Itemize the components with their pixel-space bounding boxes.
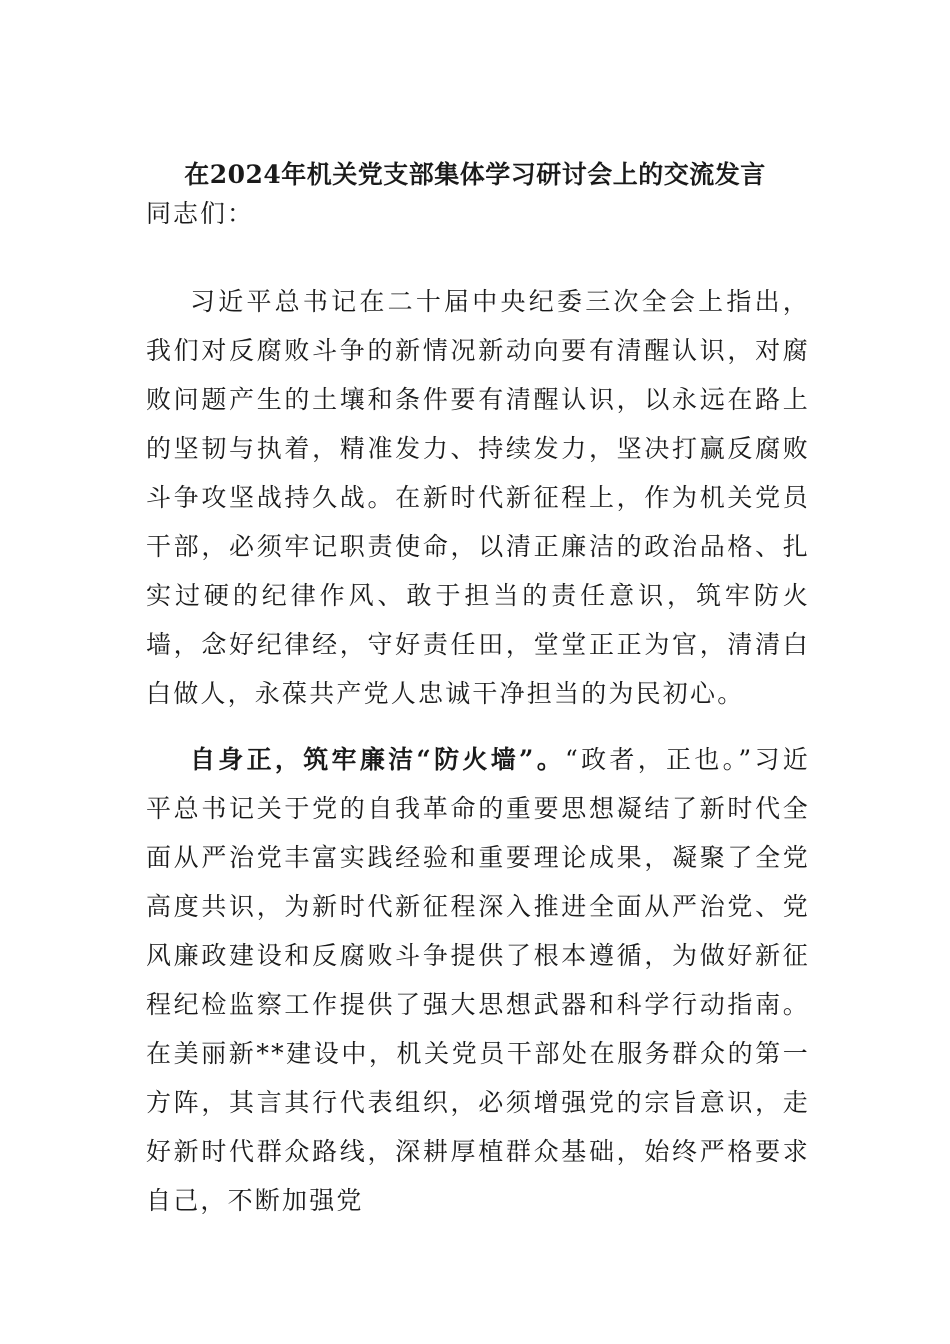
salutation: 同志们： bbox=[146, 199, 255, 228]
paragraph-1 bbox=[146, 277, 810, 718]
paragraph-1-text: 习近平总书记在二十届中央纪委三次全会上指出，我们对反腐败斗争的新情况新动向要有清醒认识，对腐败问题产生的土壤和条件要有清醒认识，以永远在路上的坚韧与执着，精准发力、持续发力，坚决打赢反腐败斗争攻坚战持久战。在新时代新征程上，作为机关党员干部，必须牢记职责使命，以清正廉洁的政治品格、扎实过硬的纪律作风、敢于担当的责任意识，筑牢防火墙，念好纪律经，守好责任田，堂堂正正为官，清清白白做人，永葆共产党人忠诚干净担当的为民初心。 bbox=[146, 287, 810, 708]
document-title: 在2024年机关党支部集体学习研讨会上的交流发言 bbox=[184, 160, 766, 189]
paragraph-2 bbox=[146, 735, 810, 1225]
paragraph-2-text: “政者，正也。”习近平总书记关于党的自我革命的重要思想凝结了新时代全面从严治党丰富实践经验和重要理论成果，凝聚了全党高度共识，为新时代新征程深入推进全面从严治党、党风廉政建设和反腐败斗争提供了根本遵循，为做好新征程纪检监察工作提供了强大思想武器和科学行动指南。在美丽新**建设中，机关党员干部处在服务群众的第一方阵，其言其行代表组织，必须增强党的宗旨意识，走好新时代群众路线，深耕厚植群众基础，始终严格要求自己，不断加强党 bbox=[146, 745, 811, 1215]
paragraph-2-heading: 自身正，筑牢廉洁“防火墙”。 bbox=[190, 745, 566, 774]
